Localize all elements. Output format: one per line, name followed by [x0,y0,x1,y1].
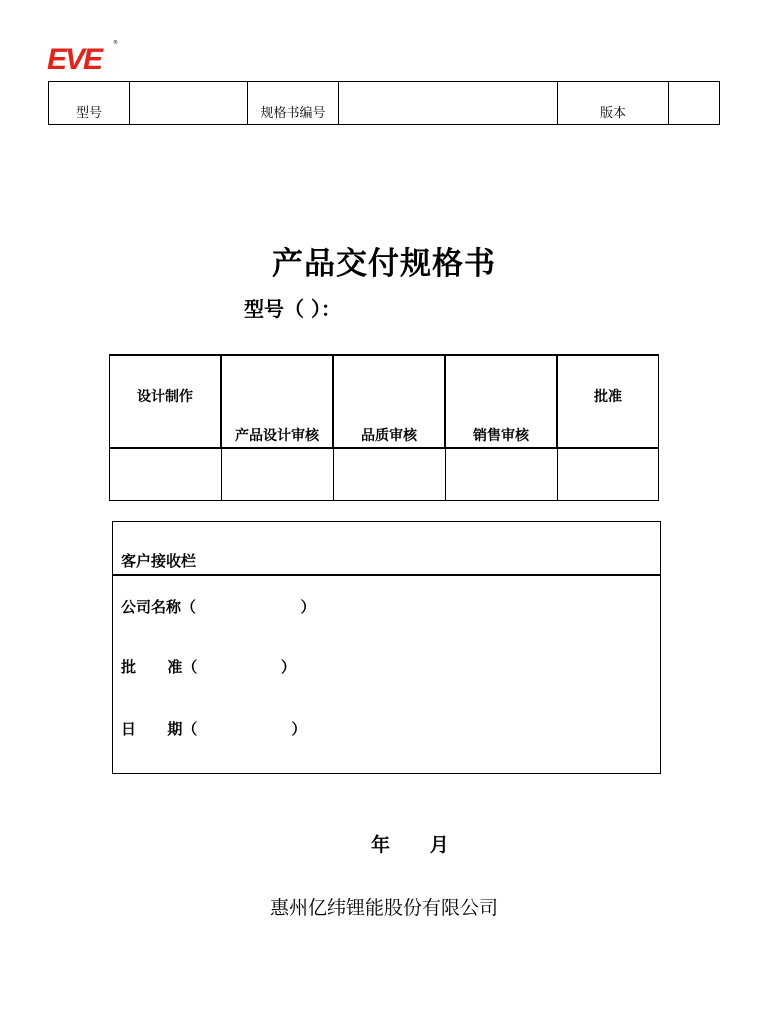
spec-no-label-cell: 规格书编号 [248,82,339,125]
issue-date-line: 年 月 [371,834,449,856]
version-label-cell: 版本 [558,82,669,125]
approval-header-approve: 批准 [557,355,659,448]
model-label-cell: 型号 [49,82,130,125]
approval-cell-design-review[interactable] [221,448,333,501]
logo-text: EVE [47,43,102,74]
approval-header-sales-review: 销售审核 [445,355,557,448]
registered-mark: ® [113,40,118,46]
company-logo [47,40,127,74]
header-table [48,81,720,125]
model-line: 型号（ ）： [244,297,341,321]
model-value-cell[interactable] [130,82,248,125]
approval-header-quality-review: 品质审核 [333,355,445,448]
approval-table [109,354,659,501]
approval-cell-design[interactable] [110,448,222,501]
approval-cell-quality-review[interactable] [333,448,445,501]
customer-company-name-row: 公司名称（ ） [121,598,316,616]
spec-no-value-cell[interactable] [339,82,558,125]
approval-header-design-review: 产品设计审核 [221,355,333,448]
document-title: 产品交付规格书 [272,246,496,282]
version-value-cell[interactable] [669,82,720,125]
customer-acceptance-header [113,522,660,576]
customer-acceptance-box [112,521,661,774]
approval-header-design: 设计制作 [110,355,222,448]
customer-date-row: 日 期（ ） [121,720,307,738]
approval-cell-approve[interactable] [557,448,659,501]
approval-cell-sales-review[interactable] [445,448,557,501]
company-name: 惠州亿纬锂能股份有限公司 [269,897,498,919]
customer-approve-row: 批 准（ ） [121,658,296,676]
customer-acceptance-heading: 客户接收栏 [121,552,197,570]
